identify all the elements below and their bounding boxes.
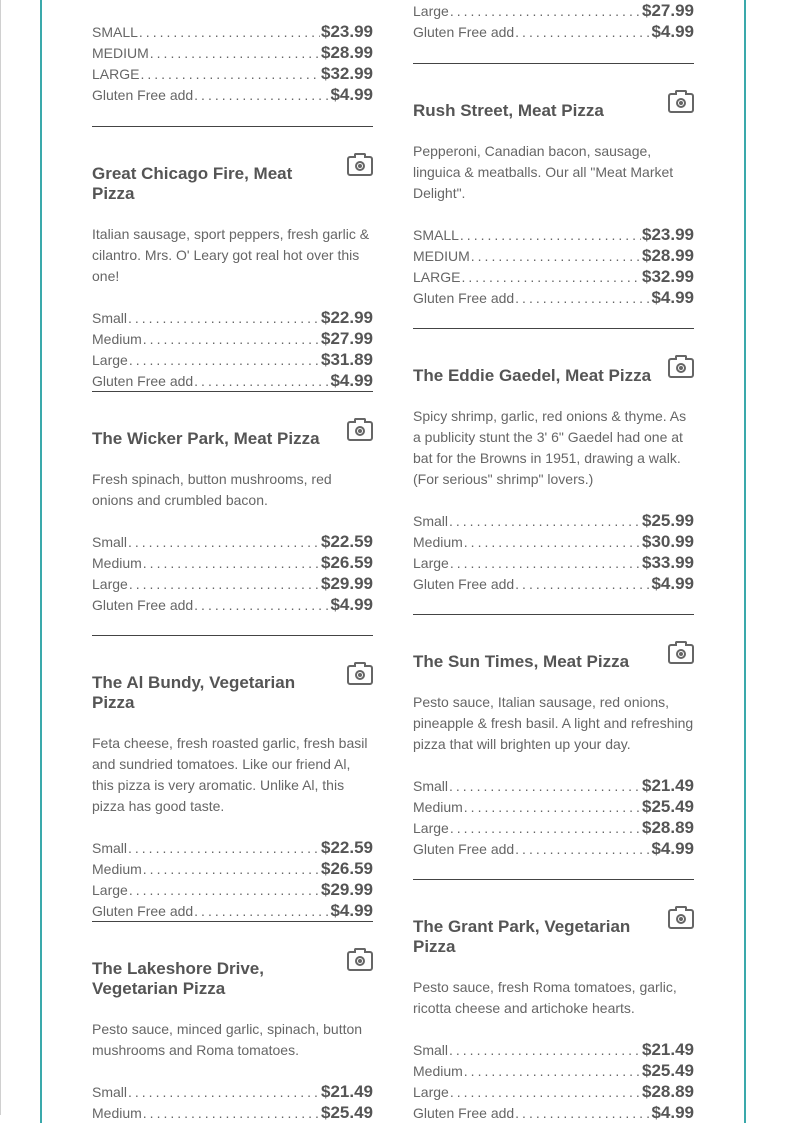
pizza-title: The Sun Times, Meat Pizza (413, 652, 630, 671)
price: $21.49 (642, 1040, 694, 1059)
price-row (413, 224, 694, 245)
dot-leader (129, 880, 320, 901)
size-label: SMALL (413, 227, 459, 243)
price-list (92, 1081, 373, 1123)
price-row (413, 531, 694, 552)
camera-icon[interactable] (668, 358, 694, 378)
size-label: Small (92, 840, 128, 856)
price-list (92, 307, 373, 391)
dot-leader (194, 901, 329, 922)
size-label: Large (413, 1084, 449, 1100)
price: $21.49 (321, 1082, 373, 1101)
size-label: Gluten Free add (413, 24, 515, 40)
dot-leader (515, 574, 650, 595)
size-label: Large (413, 3, 449, 19)
dot-leader (450, 1, 641, 22)
dot-leader (515, 839, 650, 860)
dot-leader (128, 838, 320, 859)
price-row (413, 1102, 694, 1123)
price: $28.89 (642, 818, 694, 837)
price-row (92, 573, 373, 594)
menu-item (413, 917, 694, 1123)
dot-leader (194, 85, 329, 106)
price-list (413, 1039, 694, 1123)
size-label: Large (413, 820, 449, 836)
size-label: LARGE (92, 66, 140, 82)
pizza-description: Pepperoni, Canadian bacon, sausage, linguica & meatballs. Our all "Meat Market Delight". (413, 143, 674, 201)
price-row (413, 573, 694, 594)
price-row (92, 879, 373, 900)
dot-leader (143, 553, 320, 574)
price: $26.59 (321, 859, 373, 878)
dot-leader (449, 776, 641, 797)
price-list (413, 224, 694, 308)
price-row (413, 21, 694, 42)
price-row (413, 1081, 694, 1102)
price: $27.99 (321, 329, 373, 348)
price-row (413, 245, 694, 266)
dot-leader (128, 308, 320, 329)
menu-item (92, 959, 373, 1123)
divider (413, 63, 694, 64)
size-label: Gluten Free add (92, 373, 194, 389)
size-label: Gluten Free add (413, 841, 515, 857)
title-row (92, 429, 373, 449)
title-row (92, 673, 373, 713)
menu-item (92, 429, 373, 615)
price: $4.99 (330, 85, 373, 104)
price-list (92, 837, 373, 921)
price: $4.99 (651, 22, 694, 41)
price-row (92, 1081, 373, 1102)
pizza-title: The Eddie Gaedel, Meat Pizza (413, 366, 652, 385)
price: $28.89 (642, 1082, 694, 1101)
camera-icon[interactable] (668, 909, 694, 929)
price: $21.49 (642, 776, 694, 795)
size-label: MEDIUM (413, 248, 470, 264)
dot-leader (461, 267, 641, 288)
pizza-description: Italian sausage, sport peppers, fresh garlic & cilantro. Mrs. O' Leary got real hot over this one! (92, 226, 370, 284)
size-label: LARGE (413, 269, 461, 285)
price-row (92, 21, 373, 42)
dot-leader (450, 1082, 641, 1103)
title-row (92, 164, 373, 204)
size-label: SMALL (92, 24, 138, 40)
price-row (413, 775, 694, 796)
price: $23.99 (321, 22, 373, 41)
price: $27.99 (642, 1, 694, 20)
title-row (413, 917, 694, 957)
dot-leader (128, 532, 320, 553)
price: $32.99 (642, 267, 694, 286)
pizza-title: The Al Bundy, Vegetarian Pizza (92, 673, 296, 712)
price-row (413, 1060, 694, 1081)
price-row (92, 552, 373, 573)
dot-leader (194, 595, 329, 616)
price-row (92, 900, 373, 921)
price: $25.49 (642, 797, 694, 816)
dot-leader (450, 818, 641, 839)
dot-leader (515, 1103, 650, 1124)
price-list (413, 510, 694, 594)
dot-leader (143, 329, 320, 350)
size-label: Medium (413, 1063, 463, 1079)
size-label: Small (92, 310, 128, 326)
camera-icon[interactable] (347, 951, 373, 971)
price-row (413, 817, 694, 838)
size-label: Large (92, 882, 128, 898)
price-list (92, 531, 373, 615)
dot-leader (129, 350, 320, 371)
size-label: Small (413, 1042, 449, 1058)
dot-leader (464, 797, 641, 818)
size-label: Gluten Free add (413, 1105, 515, 1121)
dot-leader (471, 246, 641, 267)
price: $25.49 (642, 1061, 694, 1080)
pizza-description: Spicy shrimp, garlic, red onions & thyme. As a publicity stunt the 3' 6" Gaedel had one at bat for the Browns in 1951, drawing a walk. (For serious" shrimp" lovers.) (413, 408, 687, 487)
size-label: Small (413, 513, 449, 529)
price-row (413, 552, 694, 573)
divider (413, 328, 694, 329)
dot-leader (128, 1082, 320, 1103)
divider (92, 391, 373, 392)
pizza-title: Rush Street, Meat Pizza (413, 101, 604, 120)
price-list (92, 21, 373, 105)
price-row (92, 1102, 373, 1123)
price-row (92, 63, 373, 84)
price: $25.99 (642, 511, 694, 530)
price: $4.99 (651, 839, 694, 858)
dot-leader (464, 532, 641, 553)
camera-icon[interactable] (347, 156, 373, 176)
price-row (92, 531, 373, 552)
size-label: Medium (92, 861, 142, 877)
pizza-title: Great Chicago Fire, Meat Pizza (92, 164, 293, 203)
price: $22.59 (321, 838, 373, 857)
size-label: Gluten Free add (92, 903, 194, 919)
dot-leader (194, 371, 329, 392)
dot-leader (450, 553, 641, 574)
price: $4.99 (330, 595, 373, 614)
title-row (413, 101, 694, 121)
price: $4.99 (330, 371, 373, 390)
price: $22.99 (321, 308, 373, 327)
dot-leader (129, 574, 320, 595)
price-row (92, 84, 373, 105)
price-row (92, 594, 373, 615)
size-label: Medium (413, 534, 463, 550)
price: $4.99 (651, 288, 694, 307)
menu-item (92, 164, 373, 391)
price: $28.99 (321, 43, 373, 62)
price: $23.99 (642, 225, 694, 244)
size-label: Medium (92, 1105, 142, 1121)
price-row (92, 328, 373, 349)
size-label: Medium (92, 331, 142, 347)
pizza-description: Pesto sauce, fresh Roma tomatoes, garlic, ricotta cheese and artichoke hearts. (413, 979, 677, 1016)
price: $29.99 (321, 574, 373, 593)
price: $28.99 (642, 246, 694, 265)
size-label: Small (92, 534, 128, 550)
pizza-title: The Grant Park, Vegetarian Pizza (413, 917, 631, 956)
pizza-title: The Wicker Park, Meat Pizza (92, 429, 320, 448)
dot-leader (515, 288, 650, 309)
title-row (92, 959, 373, 999)
menu-item (413, 652, 694, 859)
price-row (92, 837, 373, 858)
size-label: Gluten Free add (92, 597, 194, 613)
price-row (413, 1039, 694, 1060)
menu-item (413, 366, 694, 594)
price-row (92, 370, 373, 391)
price: $4.99 (651, 1103, 694, 1122)
size-label: Large (92, 352, 128, 368)
divider (92, 921, 373, 922)
price-row (413, 287, 694, 308)
dot-leader (464, 1061, 641, 1082)
size-label: Gluten Free add (92, 87, 194, 103)
size-label: Gluten Free add (413, 576, 515, 592)
price-row (92, 349, 373, 370)
price: $4.99 (651, 574, 694, 593)
camera-icon[interactable] (347, 665, 373, 685)
price-row (413, 0, 694, 21)
price: $30.99 (642, 532, 694, 551)
price: $29.99 (321, 880, 373, 899)
camera-icon[interactable] (347, 421, 373, 441)
price-row (92, 42, 373, 63)
pizza-description: Pesto sauce, Italian sausage, red onions, pineapple & fresh basil. A light and refreshing pizza that will brighten up your day. (413, 694, 694, 752)
price-row (413, 796, 694, 817)
size-label: Gluten Free add (413, 290, 515, 306)
price: $33.99 (642, 553, 694, 572)
dot-leader (140, 64, 320, 85)
title-row (413, 366, 694, 386)
size-label: Medium (413, 799, 463, 815)
size-label: Small (92, 1084, 128, 1100)
price-row (413, 838, 694, 859)
dot-leader (460, 225, 641, 246)
price: $22.59 (321, 532, 373, 551)
price: $25.49 (321, 1103, 373, 1122)
price: $4.99 (330, 901, 373, 920)
size-label: MEDIUM (92, 45, 149, 61)
price-row (413, 266, 694, 287)
menu-item (413, 0, 694, 42)
title-row (413, 652, 694, 672)
dot-leader (449, 511, 641, 532)
divider (413, 879, 694, 880)
pizza-description: Feta cheese, fresh roasted garlic, fresh basil and sundried tomatoes. Like our friend Al, this pizza is very aromatic. Unlike Al, this pizza has good taste. (92, 735, 368, 814)
price: $31.89 (321, 350, 373, 369)
menu-item (92, 21, 373, 105)
divider (92, 126, 373, 127)
page-edge (0, 0, 1, 1115)
divider (413, 614, 694, 615)
price-list (413, 775, 694, 859)
pizza-description: Pesto sauce, minced garlic, spinach, button mushrooms and Roma tomatoes. (92, 1021, 363, 1058)
size-label: Medium (92, 555, 142, 571)
size-label: Small (413, 778, 449, 794)
dot-leader (143, 859, 320, 880)
dot-leader (515, 22, 650, 43)
menu-item (413, 101, 694, 308)
divider (92, 635, 373, 636)
pizza-title: The Lakeshore Drive, Vegetarian Pizza (92, 959, 264, 998)
camera-icon[interactable] (668, 644, 694, 664)
dot-leader (139, 22, 320, 43)
dot-leader (449, 1040, 641, 1061)
price-row (413, 510, 694, 531)
camera-icon[interactable] (668, 93, 694, 113)
size-label: Large (413, 555, 449, 571)
pizza-description: Fresh spinach, button mushrooms, red onions and crumbled bacon. (92, 471, 332, 508)
menu-item (92, 673, 373, 921)
dot-leader (150, 43, 320, 64)
price-row (92, 307, 373, 328)
price-list (413, 0, 694, 42)
dot-leader (143, 1103, 320, 1124)
price-row (92, 858, 373, 879)
price: $26.59 (321, 553, 373, 572)
price: $32.99 (321, 64, 373, 83)
size-label: Large (92, 576, 128, 592)
